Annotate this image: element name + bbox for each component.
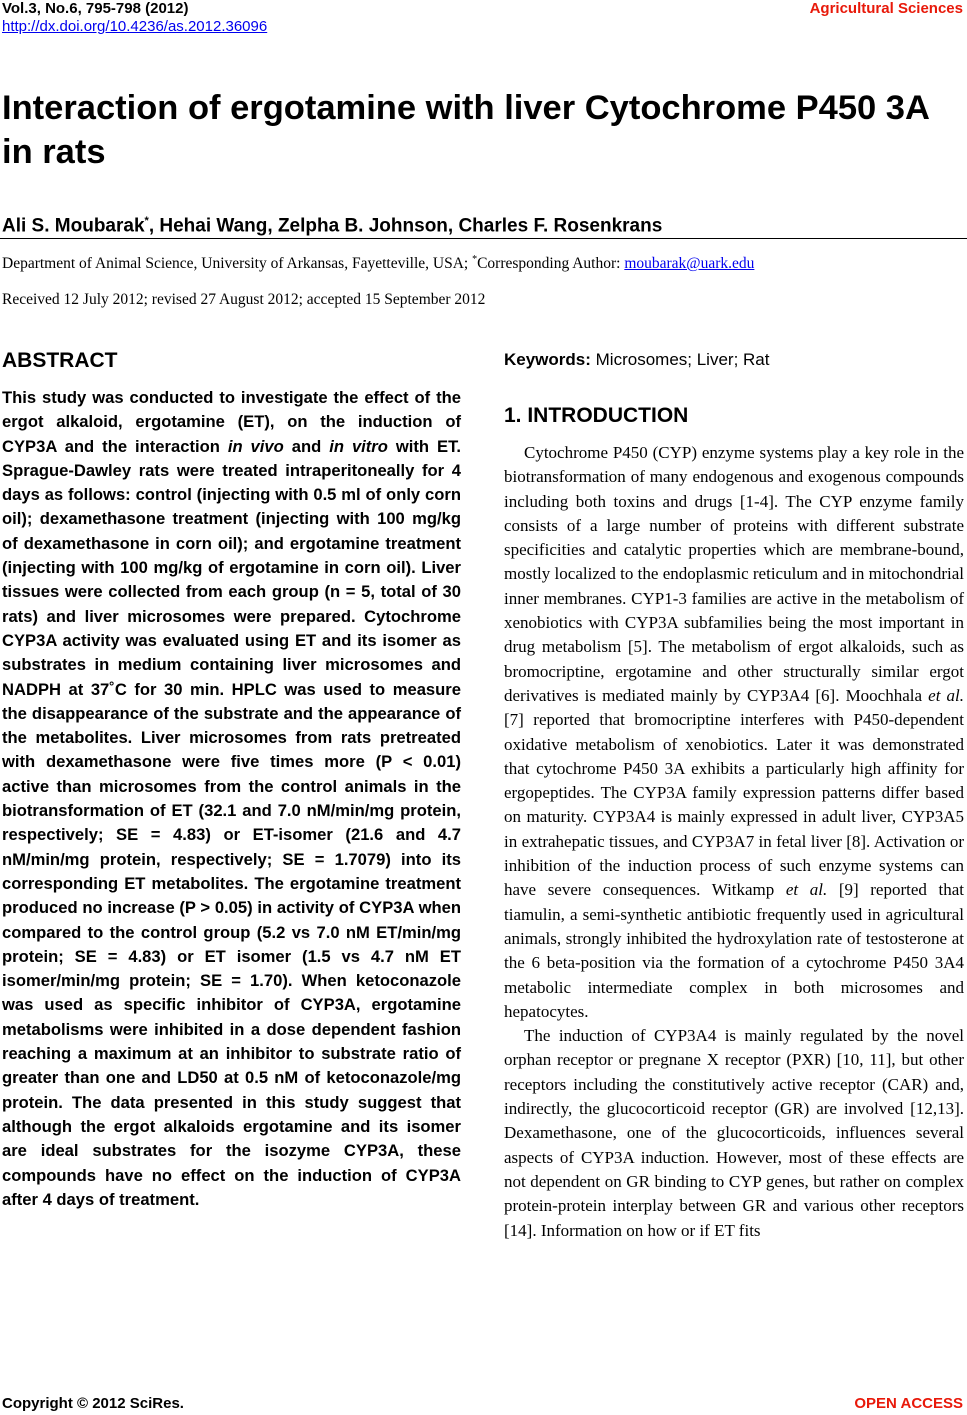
paper-title: Interaction of ergotamine with liver Cytochrome P450 3A in rats: [2, 89, 929, 171]
introduction-heading: 1. INTRODUCTION: [504, 404, 689, 427]
title-divider: [0, 238, 967, 239]
keywords-values: Microsomes; Liver; Rat: [590, 350, 770, 369]
introduction-paragraph-1: [504, 441, 964, 1024]
keywords-label: Keywords:: [504, 350, 591, 369]
in-vitro-term: in vitro: [329, 436, 388, 456]
other-authors: , Hehai Wang, Zelpha B. Johnson, Charles F. Rosenkrans: [148, 215, 663, 237]
open-access-label: OPEN ACCESS: [854, 1395, 963, 1412]
corresponding-mark: *: [144, 215, 149, 227]
affiliation-mark: *: [472, 254, 478, 265]
right-column: [504, 347, 964, 1243]
affiliation-text: Department of Animal Science, University of Arkansas, Fayetteville, USA;: [2, 255, 473, 273]
abstract-body: [2, 386, 461, 1212]
intro-text-1c: [9] reported that tiamulin, a semi-synthetic antibiotic frequently used in agricultural animals, strongly inhibited the hydroxylation rate of testosterone at the 6 beta-position via the formation of a cytochrome P450 3A4 metabolic intermediate complex in both microsomes and hepatocytes.: [504, 880, 964, 1021]
et-al-1: et al.: [928, 685, 964, 705]
intro-text-1a: Cytochrome P450 (CYP) enzyme systems play a key role in the biotransformation of many endogenous and exogenous compounds including both toxins and drugs [1-4]. The CYP enzyme family consists of a large number of proteins with different substrate specificities and catalytic properties which are membrane-bound, mostly localized to the endoplasmic reticulum and in mitochondrial inner membranes. CYP1-3 families are active in the metabolism of xenobiotics with CYP3A subfamilies being the most important in drug metabolism [5]. The metabolism of ergot alkaloids, such as bromocriptine, ergotamine and other structurally similar ergot derivatives is mediated mainly by CYP3A4 [6]. Moochhala: [504, 443, 964, 705]
corresponding-label: Corresponding Author:: [477, 255, 625, 273]
abstract-column: [2, 348, 461, 1212]
doi-link[interactable]: http://dx.doi.org/10.4236/as.2012.36096: [2, 18, 268, 35]
abstract-and: and: [283, 436, 330, 456]
copyright: Copyright © 2012 SciRes.: [2, 1395, 184, 1412]
abstract-text-2: with ET. Sprague-Dawley rats were treated intraperitoneally for 4 days as follows: control (injecting with 0.5 ml of only corn oil); dexamethasone treatment (injecting with 100 mg/kg of dexamethasone in corn oil); and ergotamine treatment (injecting with 100 mg/kg of ergotamine in corn oil). Liver tissues were collected from each group (n = 5, total of 30 rats) and liver microsomes were prepared. Cytochrome CYP3A activity was evaluated using ET and its isomer as substrates in medium containing liver microsomes and NADPH at 37˚C for 30 min. HPLC was used to measure the disappearance of the substrate and the appearance of the metabolites. Liver microsomes from rats pretreated with dexamethasone were five times more (P < 0.01) active than microsomes from the control animals in the biotransformation of ET (32.1 and 7.0 nM/min/mg protein, respectively; SE = 4.83) or ET-isomer (21.6 and 4.7 nM/min/mg protein, respectively; SE = 1.7079) into its corresponding ET metabolites. The ergotamine treatment produced no increase (P > 0.05) in activity of CYP3A when compared to the control group (5.2 vs 7.0 nM ET/min/mg protein; SE = 4.83) or ET isomer (1.5 vs 4.7 nM ET isomer/min/mg protein; SE = 1.70). When ketoconazole was used as specific inhibitor of CYP3A, ergotamine metabolisms were inhibited in a dose dependent fashion reaching a maximum at an inhibitor to substrate ratio of greater than one and LD50 at 0.5 nM of ketoconazole/mg protein. The data presented in this study suggest that although the ergot alkaloids ergotamine and its isomer are ideal substrates for the isozyme CYP3A, these compounds have no effect on the induction of CYP3A after 4 days of treatment.: [2, 436, 462, 1209]
introduction-paragraph-2: The induction of CYP3A4 is mainly regulated by the novel orphan receptor or pregnane X receptor (PXR) [10, 11], but other receptors including the constitutively active receptor (CAR) and, indirectly, the glucocorticoid receptor (GR) are involved [12,13]. Dexamethasone, one of the glucocorticoids, influences several aspects of CYP3A induction. However, most of these effects are not dependent on GR binding to CYP genes, but rather on complex protein-protein interplay between GR and various other receptors [14]. Information on how or if ET fits: [504, 1026, 964, 1240]
email-link[interactable]: moubarak@uark.edu: [624, 255, 755, 273]
first-author: Ali S. Moubarak: [2, 215, 145, 237]
author-list: [2, 208, 964, 239]
keywords: [504, 347, 964, 373]
abstract-heading: ABSTRACT: [2, 349, 118, 372]
intro-text-1b: [7] reported that bromocriptine interferes with P450-dependent oxidative metabolism of xenobiotics. Later it was demonstrated that cytochrome P450 3A exhibits a particularly high affinity for ergopeptides. The CYP3A family expression patterns differ based on maturity. CYP3A4 is mainly expressed in adult liver, CYP3A5 in extrahepatic tissues, and CYP3A7 in fetal liver [8]. Activation or inhibition of the induction process of such enzyme systems can have severe consequences. Witkamp: [504, 710, 964, 900]
journal-reference: Vol.3, No.6, 795-798 (2012): [2, 0, 189, 17]
in-vivo-term: in vivo: [227, 436, 284, 456]
et-al-2: et al.: [785, 880, 828, 900]
journal-name: Agricultural Sciences: [809, 0, 963, 17]
received-dates: Received 12 July 2012; revised 27 August 2012; accepted 15 September 2012: [2, 291, 486, 308]
affiliation: [2, 250, 964, 274]
abstract-text-1: This study was conducted to investigate the effect of the ergot alkaloid, ergotamine (ET), on the induction of CYP3A and the interaction: [2, 388, 461, 456]
